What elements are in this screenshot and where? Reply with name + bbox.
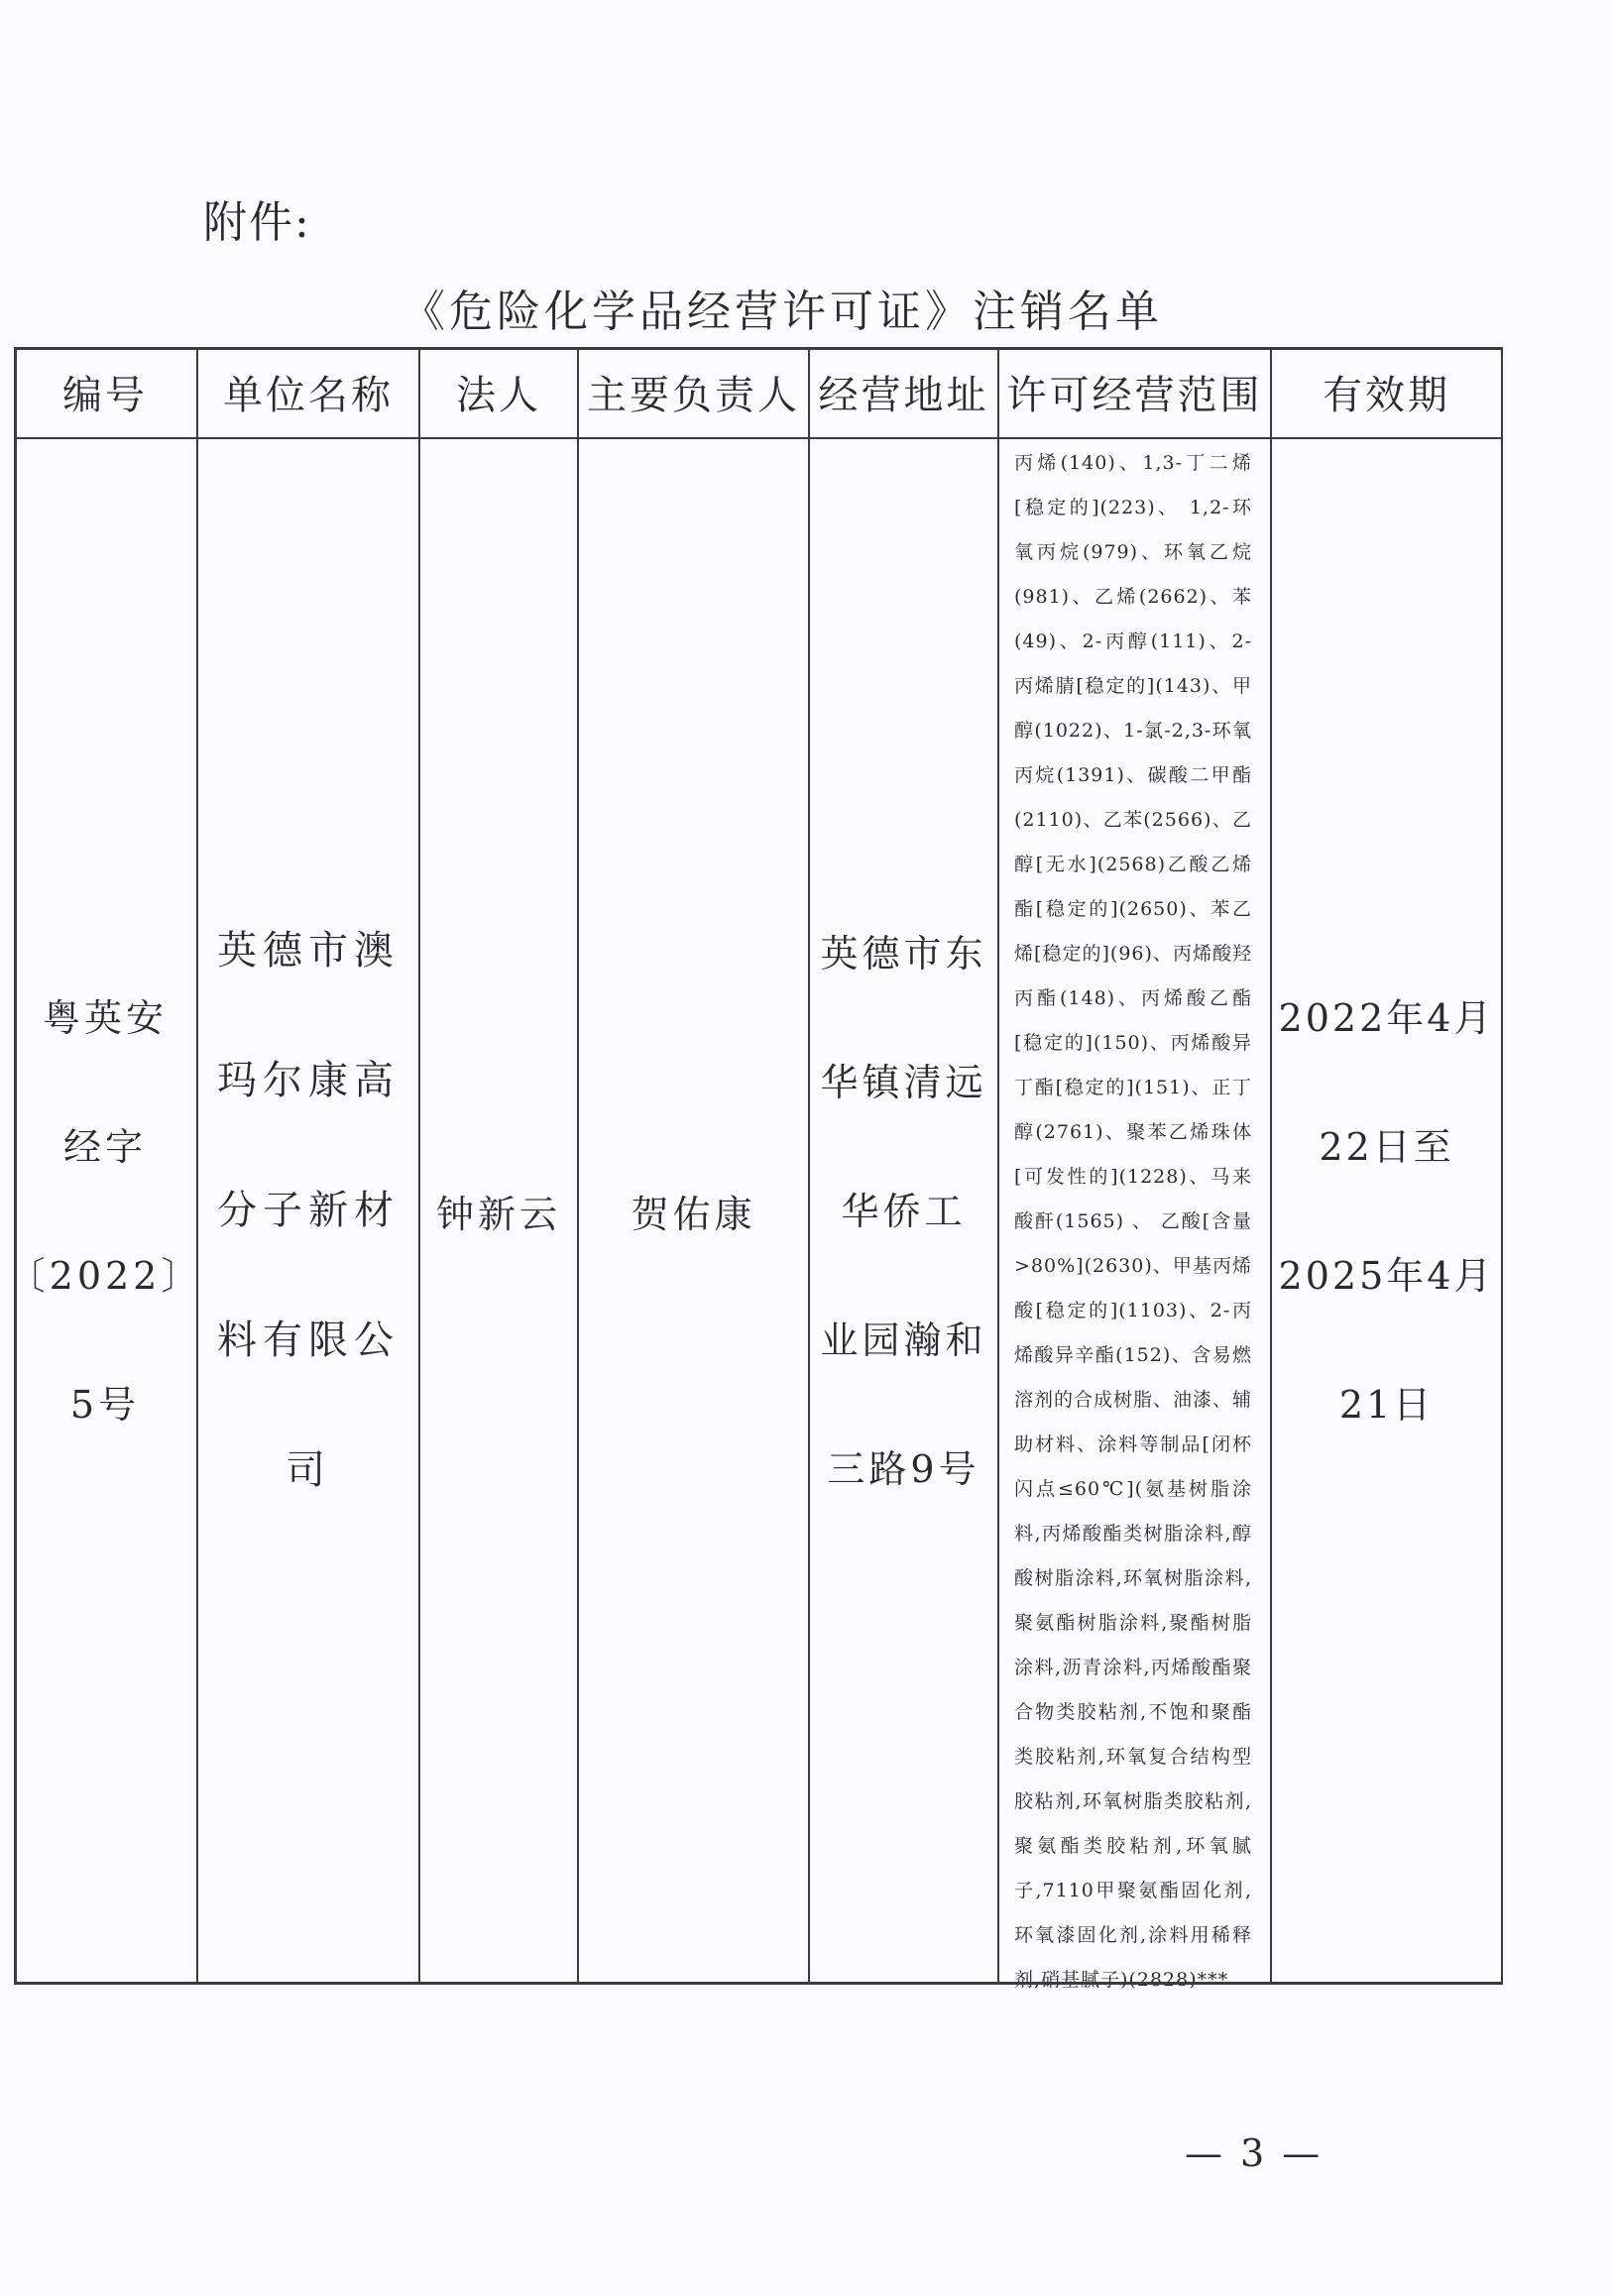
table-row-address	[810, 439, 999, 1985]
address-line: 英德市东	[820, 931, 987, 976]
address-line: 三路9号	[827, 1446, 980, 1491]
number-line: 〔2022〕	[7, 1253, 203, 1298]
document-title: 《危险化学品经营许可证》注销名单	[402, 287, 1163, 337]
header-legal-person: 法人	[420, 347, 579, 439]
scope-text: 丙烯(140)、1,3-丁二烯[稳定的](223)、 1,2-环氧丙烷(979)、环氧乙烷(981)、乙烯(2662)、苯(49)、2-丙醇(111)、2-丙烯腈[稳定的](143)、甲醇(1022)、1-氯-2,3-环氧丙烷(1391)、碳酸二甲酯(2110)、乙苯(2566)、乙醇[无水](2568)乙酸乙烯酯[稳定的](2650)、苯乙烯[稳定的](96)、丙烯酸羟丙酯(148)、丙烯酸乙酯[稳定的](150)、丙烯酸异丁酯[稳定的](151)、正丁醇(2761)、聚苯乙烯珠体[可发性的](1228)、马来酸酐(1565) 、 乙酸[含量>80%](2630)、甲基丙烯酸[稳定的](1103)、2-丙烯酸异辛酯(152)、含易燃溶剂的合成树脂、油漆、辅助材料、涂料等制品[闭杯闪点≤60℃](氨基树脂涂料,丙烯酸酯类树脂涂料,醇酸树脂涂料,环氧树脂涂料,聚氨酯树脂涂料,聚酯树脂涂料,沥青涂料,丙烯酸酯聚合物类胶粘剂,不饱和聚酯类胶粘剂,环氧复合结构型胶粘剂,环氧树脂类胶粘剂,聚氨酯类胶粘剂,环氧腻子,7110甲聚氨酯固化剂,环氧漆固化剂,涂料用稀释剂,硝基腻子)(2828)***	[1014, 452, 1253, 1991]
header-company-name: 单位名称	[198, 347, 420, 439]
page-number: —3—	[1185, 2131, 1338, 2175]
number-line: 5号	[69, 1382, 141, 1427]
address-line: 华侨工	[841, 1189, 967, 1233]
table-row-scope	[999, 439, 1272, 1991]
company-line: 玛尔康高	[217, 1058, 400, 1103]
header-scope: 许可经营范围	[999, 347, 1272, 439]
address-line: 业园瀚和	[820, 1318, 987, 1362]
header-address: 经营地址	[810, 347, 999, 439]
company-line: 分子新材	[217, 1188, 400, 1233]
header-validity: 有效期	[1272, 347, 1503, 439]
attachment-label: 附件:	[203, 197, 311, 248]
company-line: 料有限公	[217, 1318, 400, 1363]
address-line: 华镇清远	[820, 1060, 987, 1104]
company-line: 英德市澳	[217, 928, 400, 974]
table-row-validity	[1272, 439, 1503, 1985]
table-row-legal-person: 钟新云	[420, 439, 579, 1985]
table-row-number	[7, 439, 203, 1985]
validity-line: 2022年4月	[1278, 995, 1495, 1040]
validity-line: 21日	[1338, 1382, 1435, 1427]
table-row-company	[198, 439, 420, 1985]
number-line: 粤英安	[42, 995, 168, 1040]
table-row-principal: 贺佑康	[579, 439, 810, 1985]
validity-line: 22日至	[1319, 1124, 1454, 1169]
header-number: 编号	[14, 347, 198, 439]
company-line: 司	[286, 1447, 331, 1493]
header-principal: 主要负责人	[579, 347, 810, 439]
number-line: 经字	[62, 1124, 147, 1169]
validity-line: 2025年4月	[1278, 1253, 1495, 1298]
